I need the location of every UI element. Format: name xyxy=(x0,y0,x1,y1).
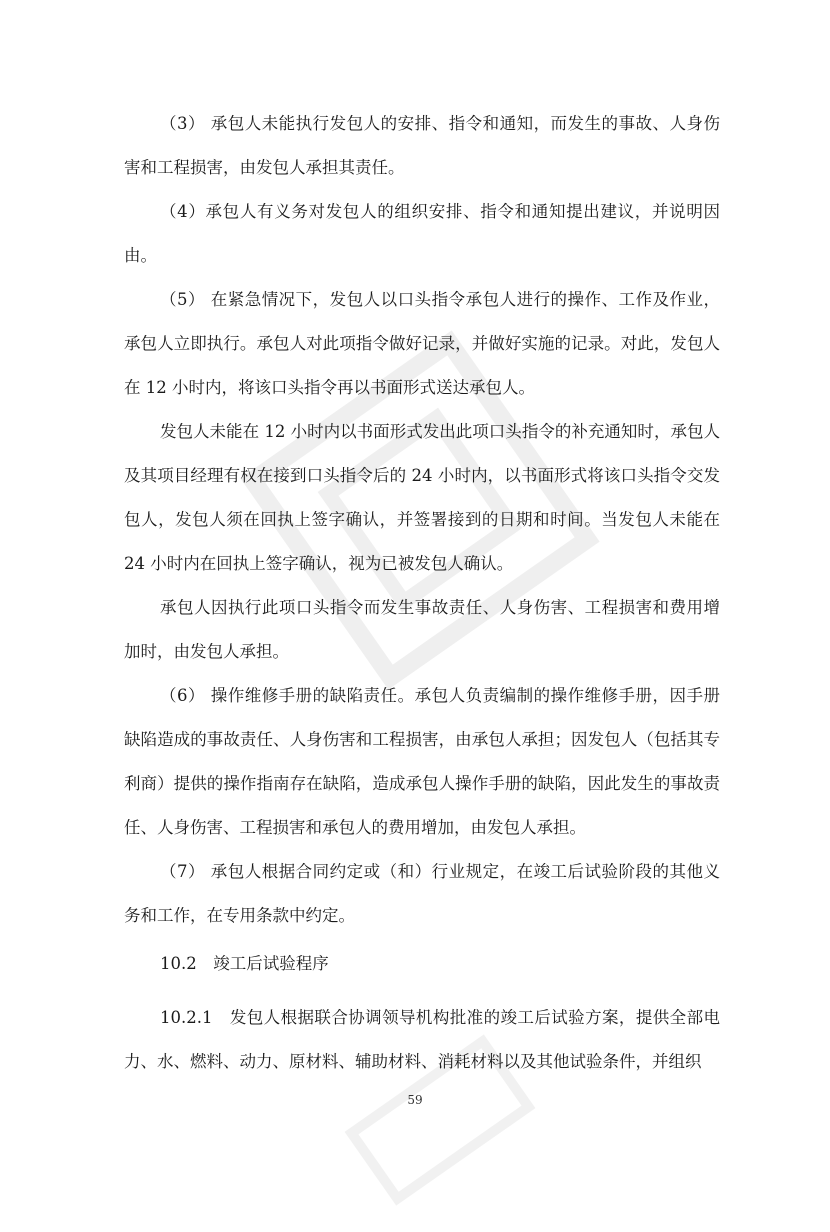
section-heading-10-2: 10.2 竣工后试验程序 xyxy=(160,954,329,973)
paragraph-5: （5） 在紧急情况下，发包人以口头指令承包人进行的操作、工作及作业，承包人立即执行。承包人对此项指令做好记录，并做好实施的记录。对此，发包人在 12 小时内，将该口头指令再以书面形式送达承包人。 xyxy=(124,290,720,397)
paragraph-5-liability: 承包人因执行此项口头指令而发生事故责任、人身伤害、工程损害和费用增加时，由发包人承担。 xyxy=(124,598,720,661)
paragraph-4: （4）承包人有义务对发包人的组织安排、指令和通知提出建议，并说明因由。 xyxy=(124,202,720,265)
paragraph-7: （7） 承包人根据合同约定或（和）行业规定，在竣工后试验阶段的其他义务和工作，在专用条款中约定。 xyxy=(124,862,720,925)
paragraph-3: （3） 承包人未能执行发包人的安排、指令和通知，而发生的事故、人身伤害和工程损害，由发包人承担其责任。 xyxy=(124,114,720,177)
paragraph-5-followup: 发包人未能在 12 小时内以书面形式发出此项口头指令的补充通知时，承包人及其项目经理有权在接到口头指令后的 24 小时内，以书面形式将该口头指令交发包人，发包人须在回执上签字确认，并签署接到的日期和时间。当发包人未能在 24 小时内在回执上签字确认，视为已被发包人确认。 xyxy=(124,422,720,573)
paragraph-6: （6） 操作维修手册的缺陷责任。承包人负责编制的操作维修手册，因手册缺陷造成的事故责任、人身伤害和工程损害，由承包人承担；因发包人（包括其专利商）提供的操作指南存在缺陷，造成承包人操作手册的缺陷，因此发生的事故责任、人身伤害、工程损害和承包人的费用增加，由发包人承担。 xyxy=(124,686,720,837)
section-10-2-1: 10.2.1 发包人根据联合协调领导机构批准的竣工后试验方案，提供全部电力、水、燃料、动力、原材料、辅助材料、消耗材料以及其他试验条件，并组织 xyxy=(124,1008,720,1071)
page-number: 59 xyxy=(407,1093,423,1107)
